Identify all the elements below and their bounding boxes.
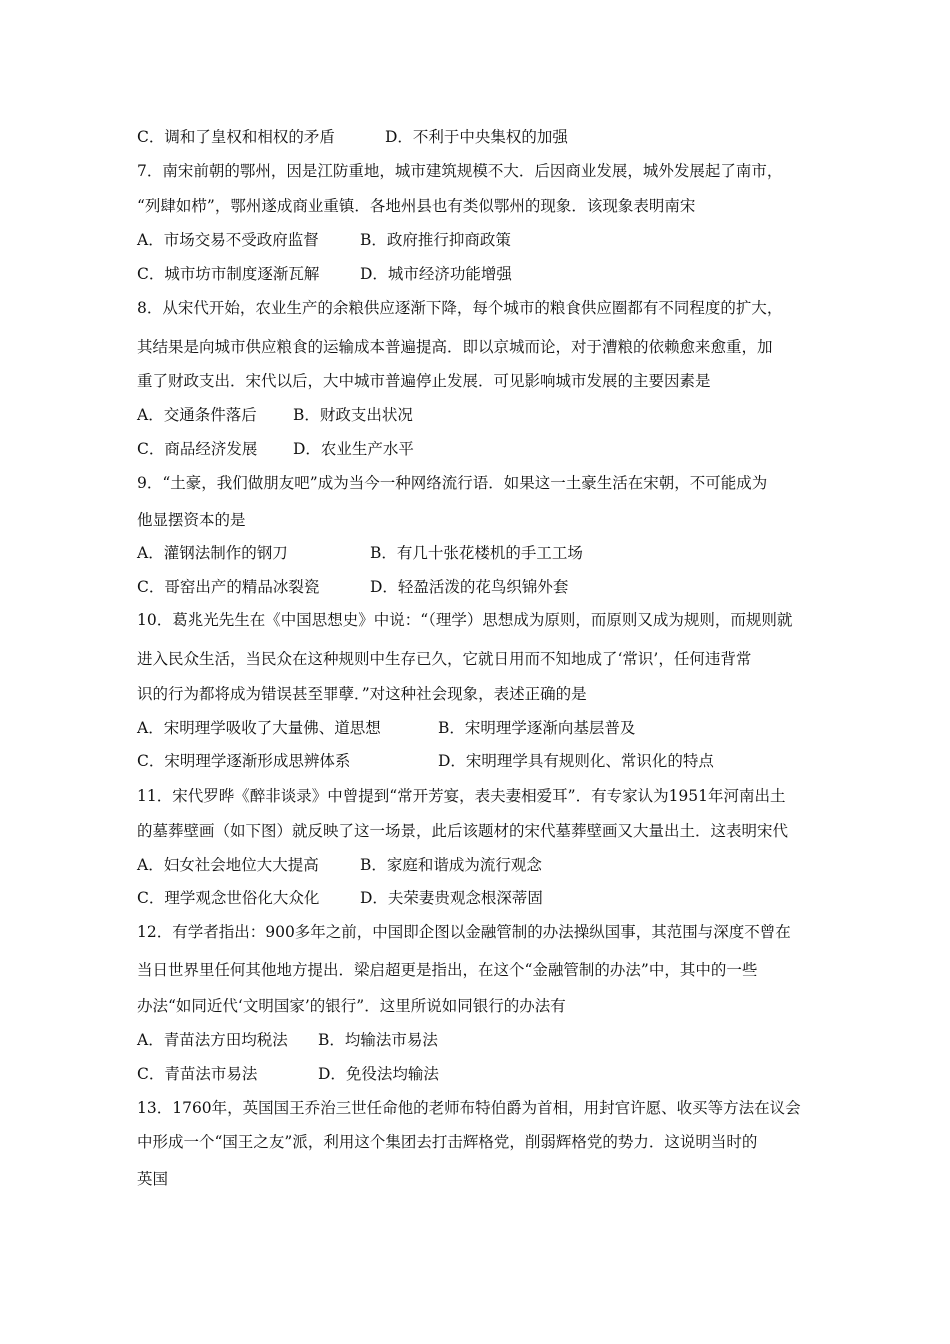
q7-stem-line-2: “列肆如栉”，鄂州遂成商业重镇．各地州县也有类似鄂州的现象．该现象表明南宋: [137, 197, 696, 215]
q10-option-b: B．宋明理学逐渐向基层普及: [438, 719, 636, 737]
q9-option-a: A．灌钢法制作的钢刀: [137, 544, 288, 562]
q12-option-d: D．免役法均输法: [318, 1065, 439, 1083]
q11-option-a: A．妇女社会地位大大提高: [137, 856, 319, 874]
q7-option-a: A．市场交易不受政府监督: [137, 231, 319, 249]
q8-stem-line-2: 其结果是向城市供应粮食的运输成本普遍提高．即以京城而论，对于漕粮的依赖愈来愈重，加: [137, 338, 773, 356]
q12-option-b: B．均输法市易法: [318, 1031, 438, 1049]
q13-stem-line-1: 13．1760年，英国国王乔治三世任命他的老师布特伯爵为首相，用封官许愿、收买等方法在议会: [137, 1099, 801, 1117]
q8-option-c: C．商品经济发展: [137, 440, 258, 458]
q11-stem-line-2: 的墓葬壁画（如下图）就反映了这一场景，此后该题材的宋代墓葬壁画又大量出土．这表明宋代: [137, 822, 789, 840]
q10-option-c: C．宋明理学逐渐形成思辨体系: [137, 752, 351, 770]
q10-option-a: A．宋明理学吸收了大量佛、道思想: [137, 719, 381, 737]
q6-option-d: D．不利于中央集权的加强: [385, 128, 568, 146]
q12-stem-line-2: 当日世界里任何其他地方提出．梁启超更是指出，在这个“金融管制的办法”中，其中的一些: [137, 961, 758, 979]
q13-stem-line-3: 英国: [137, 1170, 169, 1188]
q10-option-d: D．宋明理学具有规则化、常识化的特点: [438, 752, 714, 770]
q7-stem-line-1: 7．南宋前朝的鄂州，因是江防重地，城市建筑规模不大．后因商业发展，城外发展起了南市，: [137, 162, 783, 180]
q12-stem-line-3: 办法“如同近代‘文明国家’的银行”．这里所说如同银行的办法有: [137, 997, 566, 1015]
q9-option-c: C．哥窑出产的精品冰裂瓷: [137, 578, 320, 596]
q9-stem-line-2: 他显摆资本的是: [137, 511, 246, 529]
q11-option-b: B．家庭和谐成为流行观念: [360, 856, 542, 874]
q10-stem-line-2: 进入民众生活，当民众在这种规则中生存已久，它就日用而不知地成了‘常识’，任何违背常: [137, 650, 752, 668]
q8-stem-line-3: 重了财政支出．宋代以后，大中城市普遍停止发展．可见影响城市发展的主要因素是: [137, 372, 711, 390]
q11-option-d: D．夫荣妻贵观念根深蒂固: [360, 889, 543, 907]
q8-option-a: A．交通条件落后: [137, 406, 257, 424]
q8-stem-line-1: 8．从宋代开始，农业生产的余粮供应逐渐下降，每个城市的粮食供应圈都有不同程度的扩大，: [137, 299, 783, 317]
q11-option-c: C．理学观念世俗化大众化: [137, 889, 320, 907]
q10-stem-line-1: 10．葛兆光先生在《中国思想史》中说：“（理学）思想成为原则，而原则又成为规则，而规则就: [137, 611, 793, 629]
q8-option-b: B．财政支出状况: [293, 406, 413, 424]
q9-option-b: B．有几十张花楼机的手工工场: [370, 544, 583, 562]
q8-option-d: D．农业生产水平: [293, 440, 414, 458]
q12-stem-line-1: 12．有学者指出：900多年之前，中国即企图以金融管制的办法操纵国事，其范围与深度不曾在: [137, 923, 791, 941]
q6-option-c: C．调和了皇权和相权的矛盾: [137, 128, 335, 146]
q13-stem-line-2: 中形成一个“国王之友”派，利用这个集团去打击辉格党，削弱辉格党的势力．这说明当时的: [137, 1133, 758, 1151]
q12-option-a: A．青苗法方田均税法: [137, 1031, 288, 1049]
q7-option-b: B．政府推行抑商政策: [360, 231, 511, 249]
q10-stem-line-3: 识的行为都将成为错误甚至罪孽．”对这种社会现象，表述正确的是: [137, 685, 587, 703]
q7-option-c: C．城市坊市制度逐渐瓦解: [137, 265, 320, 283]
q9-option-d: D．轻盈活泼的花鸟织锦外套: [370, 578, 569, 596]
q11-stem-line-1: 11．宋代罗晔《醉非谈录》中曾提到“常开芳宴，表夫妻相爱耳”．有专家认为1951年河南出土: [137, 787, 786, 805]
q7-option-d: D．城市经济功能增强: [360, 265, 512, 283]
q12-option-c: C．青苗法市易法: [137, 1065, 258, 1083]
q9-stem-line-1: 9．“土豪，我们做朋友吧”成为当今一种网络流行语．如果这一土豪生活在宋朝，不可能成为: [137, 474, 768, 492]
